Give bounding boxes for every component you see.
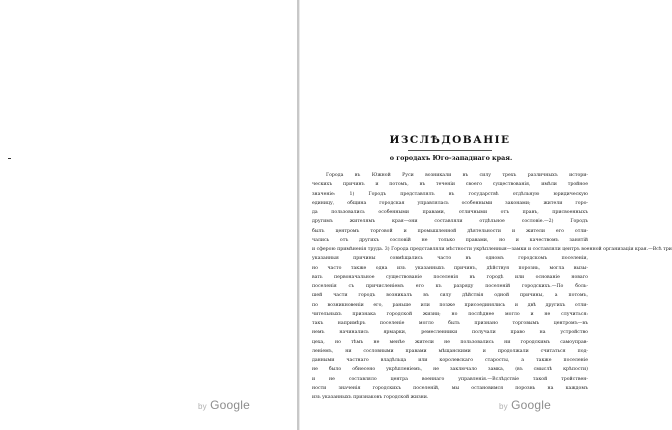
left-page-blank [0,0,300,430]
text-line: шей части городъ возникалъ въ силу дѣйствія одной причины, а потомъ, [312,293,588,299]
text-line: леніемъ, ни сословными правами мѣщанскими и продолжали считаться под- [312,348,588,354]
document-subtitle: о городахъ Юго-западнаго края. [389,154,513,162]
text-line: указанныя причины совмѣщались часто въ одномъ городскомъ поселеніи, [312,256,588,262]
text-line: немъ начинались ярмарки, ремесленники получали право на устройство [312,330,588,336]
text-line: значеніе: 1) Городъ представлялъ въ государствѣ отдѣльную юридическую [312,191,588,197]
body-text [312,171,672,402]
text-line: ческихъ причинъ и потомъ, въ теченіи своего существованія, имѣли тройное [312,182,588,188]
text-line: но часто также одна изъ указанныхъ причинъ, дѣйствуя порознь, могла вызы- [312,265,588,271]
text-line: и не составляло центра военнаго управленія.—Вслѣдствіе такой тройствен- [312,376,588,382]
watermark-brand: Google [210,398,251,412]
watermark-by: by [198,402,207,411]
text-line: Города въ Южной Руси возникали въ силу трехъ различныхъ истори- [326,173,588,178]
title-rule [408,150,492,151]
text-line: чительныхъ признака городской жизни; но послѣднее могло и не случиться: [312,311,588,317]
text-line: другимъ жителямъ края—они составляли отдѣльное сословіе.—2) Городъ [312,219,588,225]
text-line: изъ указанныхъ признаковъ городской жизни. [312,395,429,400]
text-line: данными частнаго владѣльца или королевскаго старосты, а также поселеніе [312,358,588,363]
text-line: и сферою примѣненія труда. 3) Города представляли мѣстности укрѣпленныя—замки и составляли центръ военной организаціи края.—Всѣ три [312,247,672,252]
margin-mark [8,158,11,159]
text-line: единицу, община городская управлялась особенными законами; жители горо- [312,200,588,206]
text-line: не было обнесено укрѣпленіемъ, не заключало замка, (въ смыслѣ крѣпости) [312,367,588,373]
text-line: по возникновеніи его, раньше или позже присоединялись и двѣ другихъ отли- [312,302,588,308]
watermark-by: by [499,402,508,411]
google-watermark-left [198,398,250,412]
text-line: цеха, но тѣмъ не менѣе жители не пользовались ни городскимъ самоуправ- [312,339,588,345]
watermark-brand: Google [511,398,552,412]
document-title: ИЗСЛѢДОВАНІЕ [389,134,511,146]
text-line: вать первоначальное существованіе поселенія въ городѣ или основаніе новаго [312,274,588,280]
text-line: поселенія съ причисленіемъ его къ разряду поселеній городскихъ.—По боль- [312,284,588,289]
text-line: былъ центромъ торговой и промышленной дѣятельности и жители его отли- [312,228,588,234]
text-line: такъ напримѣръ поселеніе могло быть признано торговымъ центромъ—въ [312,321,588,326]
text-line: да пользовались особенными правами, отличными отъ правъ, присвоенныхъ [312,210,588,215]
text-line: ности значенія городскихъ поселеній, мы остановимся порознь на каждомъ [312,385,588,391]
text-line: чались отъ другихъ сословій не только правами, но и качествомъ занятій [312,237,588,243]
